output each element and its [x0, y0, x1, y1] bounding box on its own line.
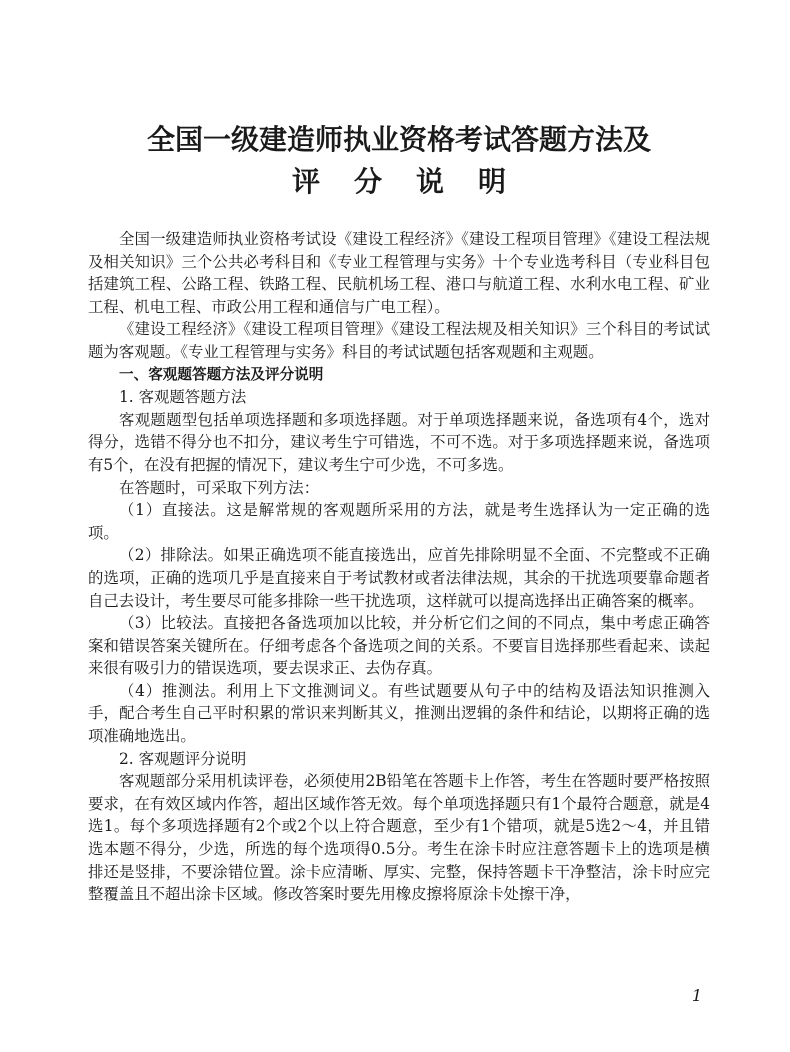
scoring-paragraph: 客观题部分采用机读评卷，必须使用2B铅笔在答题卡上作答，考生在答题时要严格按照要求，在有效区域内作答，超出区域作答无效。每个单项选择题只有1个最符合题意，就是4选1。每个多项选择题有2个或2个以上符合题意，至少有1个错项，就是5选2～4，并且错选本题不得分，少选，所选的每个选项得0.5分。考生在涂卡时应注意答题卡上的选项是横排还是竖排，不要涂错位置。涂卡应清晰、厚实、完整，保持答题卡干净整洁，涂卡时应完整覆盖且不超出涂卡区域。修改答案时要先用橡皮擦将原涂卡处擦干净， — [88, 772, 710, 904]
section-heading: 一、客观题答题方法及评分说明 — [119, 365, 324, 383]
elimination-method-paragraph: （2）排除法。如果正确选项不能直接选出，应首先排除明显不全面、不完整或不正确的选项，正确的选项几乎是直接来自于考试教材或者法律法规，其余的干扰选项要靠命题者自己去设计，考生要尽可能多排除一些干扰选项，这样就可以提高选择出正确答案的概率。 — [88, 546, 710, 610]
subsection-heading-answer-method: 1. 客观题答题方法 — [119, 388, 247, 407]
page-number: 1 — [691, 986, 702, 1005]
subsection-heading-scoring: 2. 客观题评分说明 — [119, 749, 247, 768]
document-title: 全国一级建造师执业资格考试答题方法及 — [146, 123, 651, 156]
intro-paragraph: 全国一级建造师执业资格考试设《建设工程经济》《建设工程项目管理》《建设工程法规及相关知识》三个公共必考科目和《专业工程管理与实务》十个专业选考科目（专业科目包括建筑工程、公路工程、铁路工程、民航机场工程、港口与航道工程、水利水电工程、矿业工程、机电工程、市政公用工程和通信与广电工程）。 — [88, 230, 710, 316]
comparison-method-paragraph: （3）比较法。直接把各备选项加以比较，并分析它们之间的不同点，集中考虑正确答案和错误答案关键所在。仔细考虑各个备选项之间的关系。不要盲目选择那些看起来、读起来很有吸引力的错误选项，要去误求正、去伪存真。 — [88, 614, 710, 678]
question-types-paragraph: 客观题题型包括单项选择题和多项选择题。对于单项选择题来说，备选项有4个，选对得分，选错不得分也不扣分，建议考生宁可错选，不可不选。对于多项选择题来说，备选项有5个，在没有把握的情况下，建议考生宁可少选，不可多选。 — [88, 410, 710, 474]
direct-method-paragraph: （1）直接法。这是解常规的客观题所采用的方法，就是考生选择认为一定正确的选项。 — [88, 501, 710, 542]
document-subtitle: 评分说明 — [291, 165, 540, 198]
inference-method-paragraph: （4）推测法。利用上下文推测词义。有些试题要从句子中的结构及语法知识推测入手，配合考生自己平时积累的常识来判断其义，推测出逻辑的条件和结论，以期将正确的选项准确地选出。 — [88, 681, 710, 746]
subjects-paragraph: 《建设工程经济》《建设工程项目管理》《建设工程法规及相关知识》三个科目的考试试题为客观题。《专业工程管理与实务》科目的考试试题包括客观题和主观题。 — [88, 320, 710, 361]
document-body — [88, 228, 710, 906]
methods-intro-paragraph: 在答题时，可采取下列方法： — [119, 478, 320, 497]
